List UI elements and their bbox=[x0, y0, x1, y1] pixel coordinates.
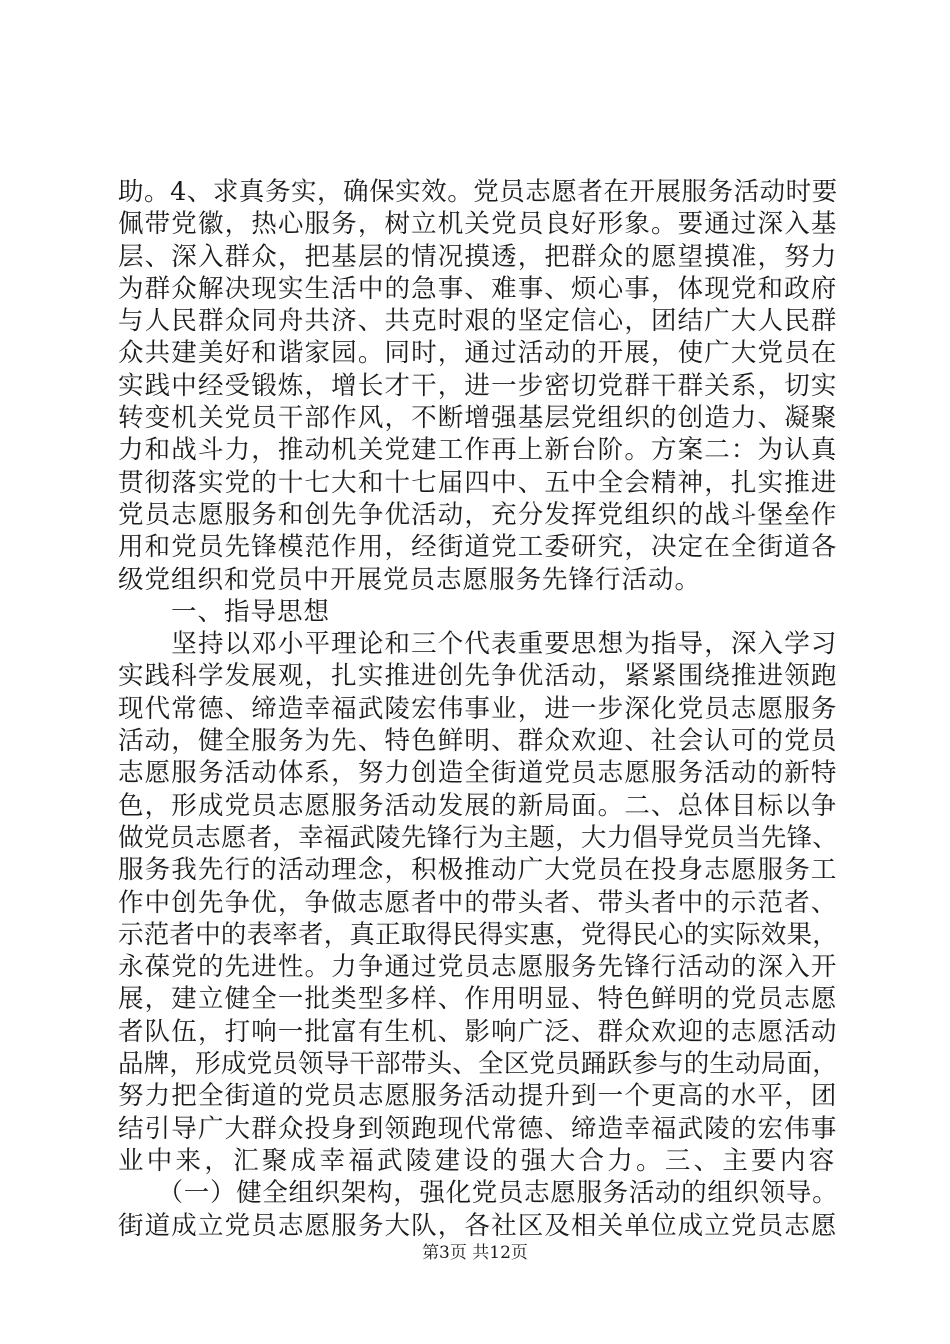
text-line: 力和战斗力，推动机关党建工作再上新台阶。方案二：为认真 bbox=[118, 435, 838, 466]
text-line: 做党员志愿者，幸福武陵先锋行为主题，大力倡导党员当先锋、 bbox=[118, 822, 839, 853]
text-line: 活动，健全服务为先、特色鲜明、群众欢迎、社会认可的党员 bbox=[118, 726, 838, 757]
text-line: 为群众解决现实生活中的急事、难事、烦心事，体现党和政府 bbox=[118, 273, 838, 304]
text-line: 服务我先行的活动理念，积极推动广大党员在投身志愿服务工 bbox=[118, 855, 838, 886]
text-line: 与人民群众同舟共济、共克时艰的坚定信心，团结广大人民群 bbox=[118, 306, 838, 337]
text-line: 色，形成党员志愿服务活动发展的新局面。二、总体目标以争 bbox=[118, 790, 838, 821]
text-line: 努力把全街道的党员志愿服务活动提升到一个更高的水平，团 bbox=[118, 1081, 838, 1112]
text-line: 助。4、求真务实，确保实效。党员志愿者在开展服务活动时要 bbox=[118, 177, 838, 207]
text-line: 永葆党的先进性。力争通过党员志愿服务先锋行活动的深入开 bbox=[118, 952, 838, 983]
text-line: 实践中经受锻炼，增长才干，进一步密切党群干群关系，切实 bbox=[118, 370, 838, 401]
text-line: 业中来，汇聚成幸福武陵建设的强大合力。三、主要内容 bbox=[118, 1145, 838, 1176]
text-line: 示范者中的表率者，真正取得民得实惠，党得民心的实际效果， bbox=[118, 919, 839, 950]
document-body bbox=[118, 176, 838, 1242]
text-line: 转变机关党员干部作风，不断增强基层党组织的创造力、凝聚 bbox=[118, 403, 838, 434]
text-line: 佩带党徽，热心服务，树立机关党员良好形象。要通过深入基 bbox=[118, 209, 838, 240]
text-line: 级党组织和党员中开展党员志愿服务先锋行活动。 bbox=[118, 564, 702, 595]
text-line: 现代常德、缔造幸福武陵宏伟事业，进一步深化党员志愿服务 bbox=[118, 693, 838, 724]
text-line: 品牌，形成党员领导干部带头、全区党员踊跃参与的生动局面， bbox=[118, 1049, 839, 1080]
text-line: 众共建美好和谐家园。同时，通过活动的开展，使广大党员在 bbox=[118, 338, 838, 369]
text-line: 用和党员先锋模范作用，经街道党工委研究，决定在全街道各 bbox=[118, 532, 838, 563]
text-line: 坚持以邓小平理论和三个代表重要思想为指导，深入学习 bbox=[118, 629, 838, 660]
text-line: 展，建立健全一批类型多样、作用明显、特色鲜明的党员志愿 bbox=[118, 984, 838, 1015]
text-line: 一、指导思想 bbox=[118, 596, 331, 627]
text-line: 贯彻落实党的十七大和十七届四中、五中全会精神，扎实推进 bbox=[118, 467, 838, 498]
text-line: 实践科学发展观，扎实推进创先争优活动，紧紧围绕推进领跑 bbox=[118, 661, 838, 692]
text-line: 作中创先争优，争做志愿者中的带头者、带头者中的示范者、 bbox=[118, 887, 838, 918]
text-line: 党员志愿服务和创先争优活动，充分发挥党组织的战斗堡垒作 bbox=[118, 499, 838, 530]
text-line: 志愿服务活动体系，努力创造全街道党员志愿服务活动的新特 bbox=[118, 758, 838, 789]
text-line: 街道成立党员志愿服务大队，各社区及相关单位成立党员志愿 bbox=[118, 1210, 838, 1241]
text-line: 者队伍，打响一批富有生机、影响广泛、群众欢迎的志愿活动 bbox=[118, 1016, 838, 1047]
text-line: （一）健全组织架构，强化党员志愿服务活动的组织领导。 bbox=[118, 1178, 839, 1209]
page-footer: 第3页 共12页 bbox=[422, 1243, 528, 1263]
text-line: 结引导广大群众投身到领跑现代常德、缔造幸福武陵的宏伟事 bbox=[118, 1113, 838, 1144]
text-line: 层、深入群众，把基层的情况摸透，把群众的愿望摸准，努力 bbox=[118, 241, 838, 272]
